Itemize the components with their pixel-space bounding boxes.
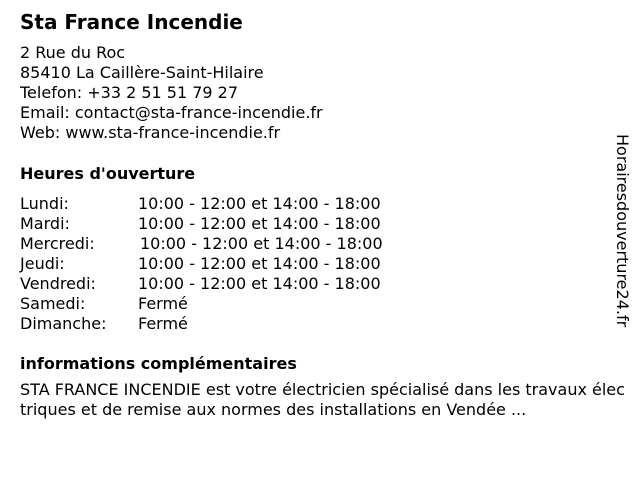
day-label: Lundi: [20,194,69,213]
day-hours: Fermé [138,314,188,333]
day-label: Mercredi: [20,234,95,253]
day-label: Samedi: [20,294,86,313]
address-phone: Telefon: +33 2 51 51 79 27 [20,83,239,102]
day-label: Vendredi: [20,274,96,293]
opening-hours-table [20,194,440,334]
day-hours: 10:00 - 12:00 et 14:00 - 18:00 [138,214,381,233]
address-city: 85410 La Caillère-Saint-Hilaire [20,63,264,82]
day-hours: 10:00 - 12:00 et 14:00 - 18:00 [140,234,383,253]
hours-row-sunday [20,314,440,334]
additional-info-heading: informations complémentaires [20,354,297,373]
day-hours: 10:00 - 12:00 et 14:00 - 18:00 [138,274,381,293]
address-block [20,43,323,143]
day-hours: 10:00 - 12:00 et 14:00 - 18:00 [138,194,381,213]
hours-row-saturday [20,294,440,314]
watermark-text: Horairesdouverture24.fr [613,134,632,328]
additional-info-text: STA FRANCE INCENDIE est votre électricien spécialisé dans les travaux électriques et de remise aux normes des installations en Vendée ... [20,380,625,419]
hours-row-thursday [20,254,440,274]
address-email: Email: contact@sta-france-incendie.fr [20,103,323,122]
day-label: Jeudi: [20,254,65,273]
day-label: Dimanche: [20,314,107,333]
day-hours: 10:00 - 12:00 et 14:00 - 18:00 [138,254,381,273]
hours-row-friday [20,274,440,294]
company-name: Sta France Incendie [20,10,243,34]
hours-row-wednesday [20,234,440,254]
address-street: 2 Rue du Roc [20,43,126,62]
day-hours: Fermé [138,294,188,313]
day-label: Mardi: [20,214,70,233]
opening-hours-heading: Heures d'ouverture [20,164,196,183]
hours-row-monday [20,194,440,214]
hours-row-tuesday [20,214,440,234]
address-web: Web: www.sta-france-incendie.fr [20,123,281,142]
